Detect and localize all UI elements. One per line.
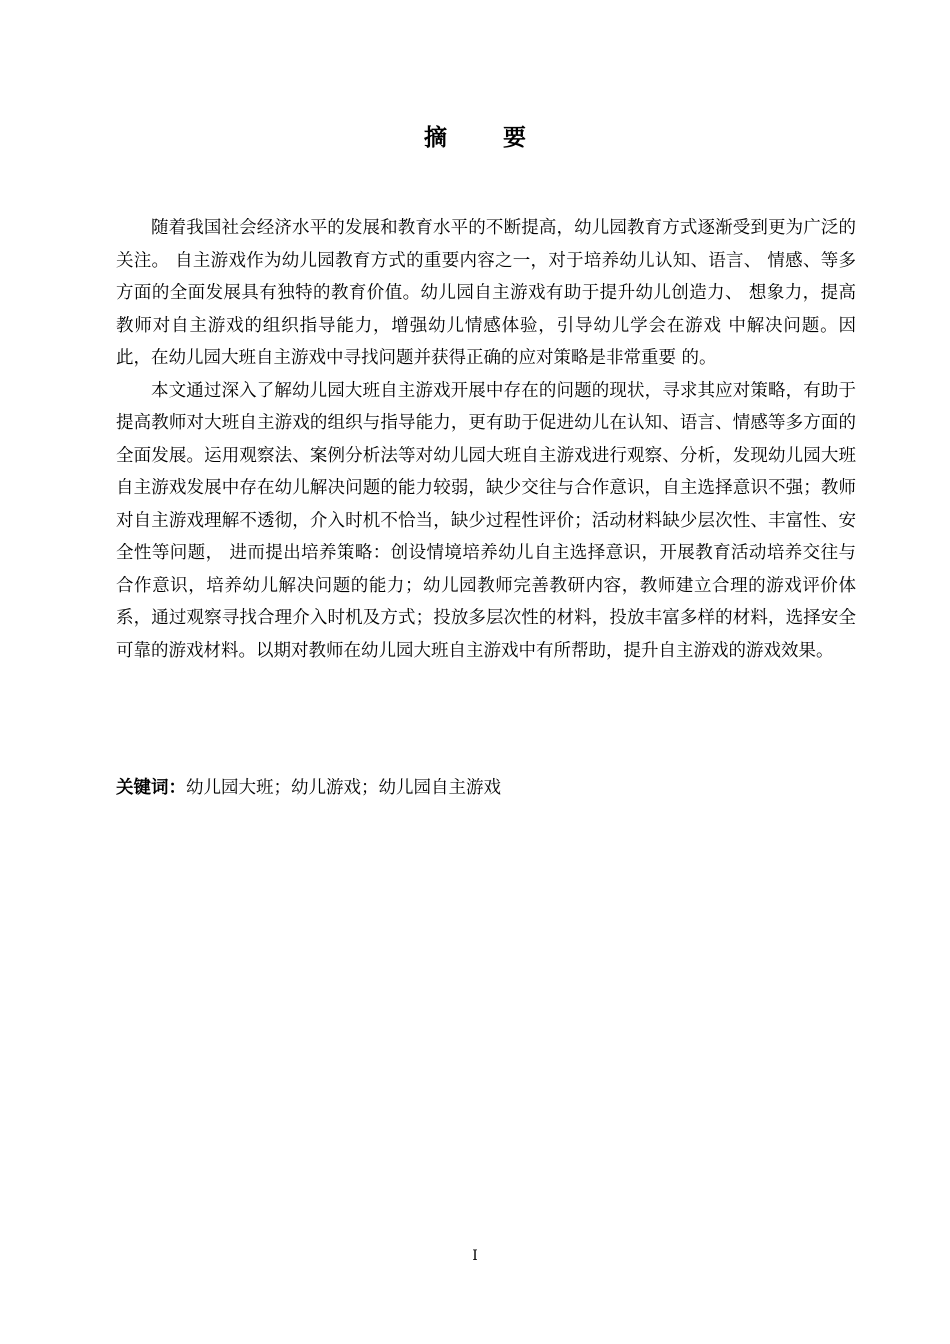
abstract-body <box>116 212 856 667</box>
abstract-paragraph-1: 随着我国社会经济水平的发展和教育水平的不断提高，幼儿园教育方式逐渐受到更为广泛的关注。 自主游戏作为幼儿园教育方式的重要内容之一，对于培养幼儿认知、语言、 情感、等多方面的全面发展具有独特的教育价值。幼儿园自主游戏有助于提升幼儿创造力、 想象力，提高教师对自主游戏的组织指导能力，增强幼儿情感体验，引导幼儿学会在游戏 中解决问题。因此，在幼儿园大班自主游戏中寻找问题并获得正确的应对策略是非常重要 的。 <box>116 218 856 368</box>
keywords-label: 关键词： <box>116 778 186 798</box>
keywords-text: 幼儿园大班；幼儿游戏；幼儿园自主游戏 <box>186 778 501 798</box>
page-number: I <box>472 1248 478 1264</box>
abstract-paragraph-2: 本文通过深入了解幼儿园大班自主游戏开展中存在的问题的现状，寻求其应对策略，有助于提高教师对大班自主游戏的组织与指导能力，更有助于促进幼儿在认知、语言、情感等多方面的全面发展。运用观察法、案例分析法等对幼儿园大班自主游戏进行观察、分析，发现幼儿园大班自主游戏发展中存在幼儿解决问题的能力较弱，缺少交往与合作意识，自主选择意识不强；教师对自主游戏理解不透彻，介入时机不恰当，缺少过程性评价；活动材料缺少层次性、丰富性、安全性等问题， 进而提出培养策略：创设情境培养幼儿自主选择意识，开展教育活动培养交往与合作意识，培养幼儿解决问题的能力；幼儿园教师完善教研内容，教师建立合理的游戏评价体系，通过观察寻找合理介入时机及方式；投放多层次性的材料，投放丰富多样的材料，选择安全可靠的游戏材料。以期对教师在幼儿园大班自主游戏中有所帮助，提升自主游戏的游戏效果。 <box>116 380 856 661</box>
abstract-title: 摘 要 <box>423 124 550 151</box>
keywords-line <box>116 772 856 804</box>
